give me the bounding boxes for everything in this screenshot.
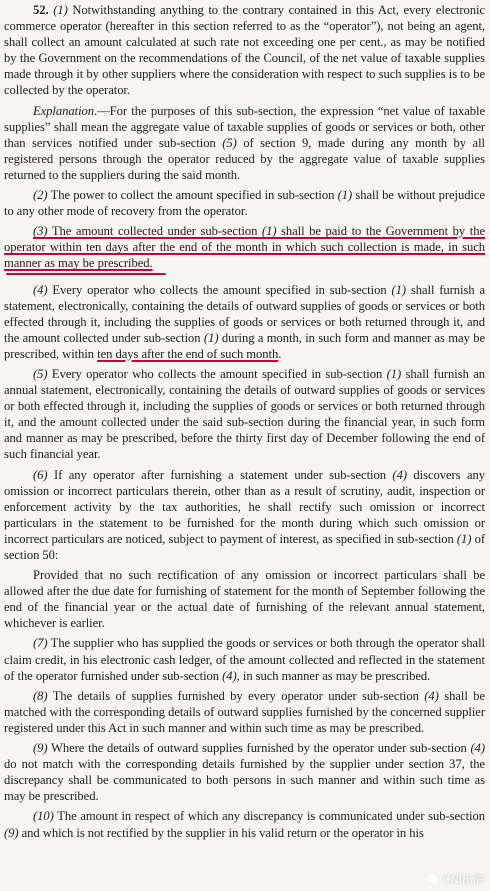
watermark bbox=[426, 871, 484, 887]
subsection-8: (8) The details of supplies furnished by every operator under sub-section (4) shall be matched with the corresponding details of outward supplies furnished by the concerned supplier registered under this Act in such manner and within such time as may be prescribed. bbox=[4, 688, 485, 735]
watermark-text: CNI出海 bbox=[442, 873, 484, 886]
subsection-3-highlighted bbox=[4, 223, 485, 271]
subsection-10: (10) The amount in respect of which any discrepancy is communicated under sub-section (9) and which is not rectified by the supplier in his valid return or the operator in his bbox=[4, 809, 485, 840]
proviso: Provided that no such rectification of any omission or incorrect particulars shall be allowed after the due date for furnishing of statement for the month of September following the end of the financial year or the actual date of furnishing of the relevant annual statement, whichever is earlier. bbox=[4, 568, 485, 631]
subsection-6: (6) If any operator after furnishing a statement under sub-section (4) discovers any omission or incorrect particulars therein, other than as a result of scrutiny, audit, inspection or enforcement activity by the tax authorities, he shall rectify such omission or incorrect particulars in the statement to be furnished for the month during which such omission or incorrect particulars are noticed, subject to payment of interest, as specified in sub-section (1) of section 50: bbox=[4, 467, 485, 562]
highlight-underline-full: (3) The amount collected under sub-section (1) shall be paid to the Government by the operator within ten days after the end of the month in which such collection is made, in such manner as may be prescribed. bbox=[4, 224, 485, 271]
wechat-icon bbox=[426, 874, 440, 885]
section-number: 52. bbox=[33, 3, 49, 17]
subsection-7: (7) The supplier who has supplied the goods or services or both through the operator shall claim credit, in his electronic cash ledger, of the amount collected and reflected in the statement of the operator furnished under sub-section (4), in such manner as may be prescribed. bbox=[4, 636, 485, 683]
subsection-9: (9) Where the details of outward supplies furnished by the operator under sub-section (4) do not match with the corresponding details furnished by the supplier under section 37, the discrepancy shall be communicated to both persons in such manner and within such time as may be prescribed. bbox=[4, 741, 485, 804]
highlight-bar bbox=[6, 273, 166, 275]
subsection-2: (2) The power to collect the amount specified in sub-section (1) shall be without prejudice to any other mode of recovery from the operator. bbox=[4, 188, 485, 219]
subsection-1: 52. (1) Notwithstanding anything to the contrary contained in this Act, every electronic commerce operator (hereafter in this section referred to as the “operator”), not being an agent, shall collect an amount calculated at such rate not exceeding one per cent., as may be notified by the Government on the recommendations of the Council, of the net value of taxable supplies made through it by other suppliers where the consideration with respect to such supplies is to be collected by the operator. bbox=[4, 3, 485, 98]
subsection-5: (5) Every operator who collects the amount specified in sub-section (1) shall furnish an annual statement, electronically, containing the details of outward supplies of goods or services or both effected through it, including the supplies of goods or services or both returned through it, and the amount collected under the said sub-section during the financial year, in such form and manner as may be prescribed, before the thirty first day of December following the end of such financial year. bbox=[4, 366, 486, 462]
explanation: Explanation.—For the purposes of this sub-section, the expression “net value of taxable supplies” shall mean the aggregate value of taxable supplies of goods or services or both, other than services notified under sub-section (5) of section 9, made during any month by all registered persons through the operator reduced by the aggregate value of taxable supplies returned to the suppliers during the said month. bbox=[4, 103, 485, 182]
highlight-underline-deadline: ten days after the end of such month bbox=[97, 346, 279, 361]
statute-page bbox=[4, 0, 485, 845]
subsection-4: (4) Every operator who collects the amount specified in sub-section (1) shall furnish a statement, electronically, containing the details of outward supplies of goods or services or both effected through it, including the supplies of goods or services or both returned through it, and the amount collected under sub-section (1) during a month, in such form and manner as may be prescribed, within ten days after the end of such month. bbox=[4, 282, 486, 361]
